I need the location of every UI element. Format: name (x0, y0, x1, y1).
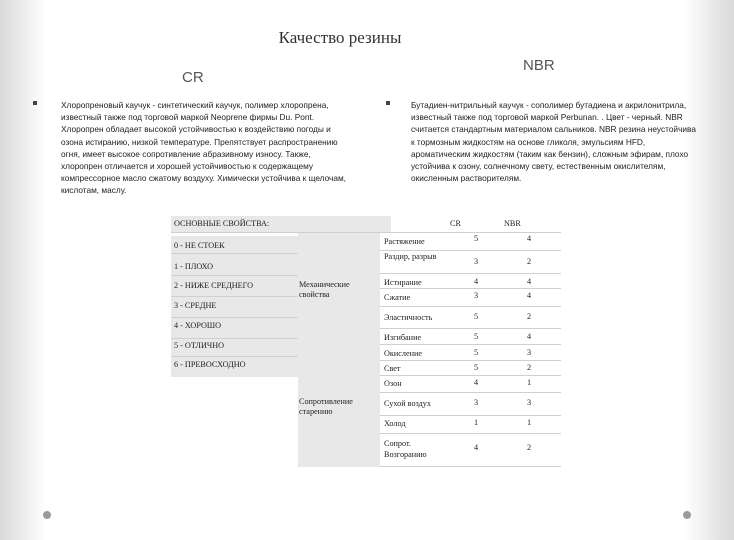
nbr-description: Бутадиен-нитрильный каучук - сополимер бутадиена и акрилонитрила, известный также под торговой маркой Perbunan. . Цвет - черный. NBR считается стандартным материалом сальников. NBR резина неустойчива к тормозным жидкостям на основе гликоля, эмульсиям HFD, ароматическим жидкостям (таким как бензин), сложным эфирам, плохо устойчива к озону, солнечному свету, естественным окислителям, окисленным растворителям. (411, 100, 696, 184)
nbr-heading: NBR (523, 57, 555, 74)
row-cr-value: 4 (474, 277, 479, 286)
row-nbr-value: 3 (527, 398, 532, 407)
row-nbr-value: 4 (527, 291, 532, 300)
row-cr-value: 4 (474, 443, 479, 452)
group-cell (298, 232, 380, 467)
right-pin-dot (683, 511, 691, 519)
row-nbr-value: 4 (527, 234, 532, 243)
slide-left-edge (0, 0, 46, 540)
row-name: Изгибание (384, 333, 422, 342)
scale-item: 0 - НЕ СТОЕК (174, 241, 225, 250)
row-nbr-value: 3 (527, 348, 532, 357)
left-pin-dot (43, 511, 51, 519)
group-mechanical: Механические свойства (299, 280, 350, 299)
scale-item: 1 - ПЛОХО (174, 262, 214, 271)
col-cr-header: CR (450, 219, 461, 228)
row-name: Сжатие (384, 293, 411, 302)
row-name: Озон (384, 379, 402, 388)
row-name: Окисление (384, 349, 423, 358)
cr-heading: CR (182, 69, 204, 86)
row-cr-value: 5 (474, 332, 479, 341)
row-cr-value: 4 (474, 378, 479, 387)
row-cr-value: 5 (474, 312, 479, 321)
row-name: Сопрот. Возгоранию (384, 439, 427, 459)
bullet-icon (33, 101, 37, 105)
row-nbr-value: 4 (527, 277, 532, 286)
row-cr-value: 5 (474, 348, 479, 357)
row-nbr-value: 1 (527, 418, 532, 427)
row-nbr-value: 1 (527, 378, 532, 387)
row-nbr-value: 2 (527, 363, 532, 372)
row-nbr-value: 4 (527, 332, 532, 341)
slide-right-edge (684, 0, 734, 540)
row-cr-value: 3 (474, 398, 479, 407)
row-cr-value: 3 (474, 291, 479, 300)
row-nbr-value: 2 (527, 312, 532, 321)
scale-item: 2 - НИЖЕ СРЕДНЕГО (174, 281, 254, 290)
row-name: Сухой воздух (384, 399, 431, 408)
row-name: Эластичность (384, 313, 433, 322)
row-nbr-value: 2 (527, 443, 532, 452)
table-header: ОСНОВНЫЕ СВОЙСТВА: (174, 219, 270, 228)
col-nbr-header: NBR (504, 219, 521, 228)
scale-item: 6 - ПРЕВОСХОДНО (174, 360, 246, 369)
row-name: Растяжение (384, 237, 425, 246)
scale-item: 5 - ОТЛИЧНО (174, 341, 225, 350)
row-cr-value: 5 (474, 363, 479, 372)
row-nbr-value: 2 (527, 257, 532, 266)
row-name: Свет (384, 364, 401, 373)
row-cr-value: 1 (474, 418, 479, 427)
row-cr-value: 5 (474, 234, 479, 243)
scale-item: 4 - ХОРОШО (174, 321, 222, 330)
scale-item: 3 - СРЕДНЕ (174, 301, 217, 310)
row-cr-value: 3 (474, 257, 479, 266)
row-name: Холод (384, 419, 406, 428)
cr-description: Хлоропреновый каучук - синтетический каучук, полимер хлоропрена, известный также под торговой маркой Neoprene фирмы Du. Pont. Хлоропрен обладает высокой устойчивостью к воздействию погоды и озона истиранию, низкой температуре. Препятствует распространению огня, имеет высокое сопротивление абразивному износу. Также, хлоропрен отличается и хорошей устойчивостью к содержащему компрессорное масло сжатому воздуху. Химически устойчива к щелочам, кислотам, маслу. (61, 100, 346, 196)
row-name: Раздир, разрыв (384, 252, 437, 261)
row-name: Истирание (384, 278, 422, 287)
bullet-icon (386, 101, 390, 105)
slide-title: Качество резины (278, 28, 402, 47)
group-aging: Сопротивление старению (299, 397, 353, 416)
